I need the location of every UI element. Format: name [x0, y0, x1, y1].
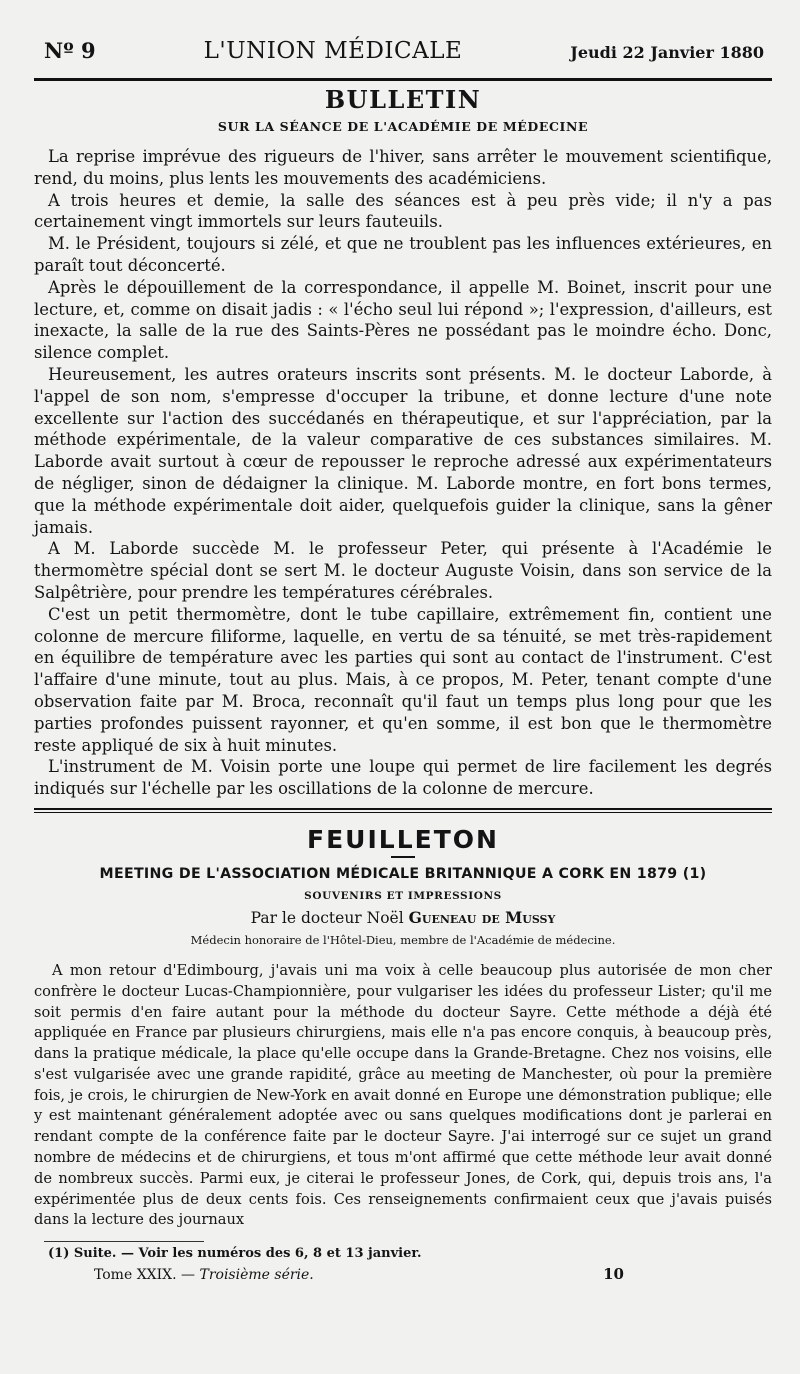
bulletin-subtitle: SUR LA SÉANCE DE L'ACADÉMIE DE MÉDECINE — [217, 119, 589, 134]
author-name: Gueneau de Mussy — [408, 907, 556, 927]
bulletin-paragraph: A trois heures et demie, la salle des séances est à peu près vide; il n'y a pas certainement vingt immortels sur leurs fauteuils. — [34, 190, 772, 232]
masthead-rule — [34, 78, 772, 81]
tome-info — [94, 1267, 314, 1283]
page-number: 10 — [603, 1265, 624, 1284]
bulletin-paragraph: L'instrument de M. Voisin porte une loupe qui permet de lire facilement les degrés indiqués sur l'échelle par les oscillations de la colonne de mercure. — [34, 757, 772, 799]
title-underline — [391, 856, 415, 858]
author-affiliation: Médecin honoraire de l'Hôtel-Dieu, membre de l'Académie de médecine. — [190, 932, 616, 947]
meeting-title: MEETING DE L'ASSOCIATION MÉDICALE BRITANNIQUE A CORK EN 1879 (1) — [99, 865, 707, 882]
serie-label: Troisième série. — [199, 1267, 314, 1284]
journal-title: L'UNION MÉDICALE — [203, 38, 463, 64]
footnote: (1) Suite. — Voir les numéros des 6, 8 et 13 janvier. — [48, 1246, 422, 1262]
byline-prefix: Par le docteur Noël — [250, 908, 409, 927]
bulletin-title: BULLETIN — [324, 85, 482, 114]
bulletin-paragraph: Heureusement, les autres orateurs inscrits sont présents. M. le docteur Laborde, à l'appel de son nom, s'empresse d'occuper la tribune, et donne lecture d'une note excellente sur l'action des succédanés en thérapeutique, et sur l'appréciation, par la méthode expérimentale, de la valeur comparative de ces substances similaires. M. Laborde avait surtout à cœur de repousser le reproche adressé aux expérimentateurs de négliger, sinon de dédaigner la clinique. M. Laborde montre, en fort bons termes, que la méthode expérimentale doit aider, quelquefois guider la clinique, sans la gêner jamais. — [34, 364, 772, 537]
issue-number: Nº 9 — [44, 38, 96, 63]
bulletin-section — [34, 85, 772, 800]
feuilleton-paragraph: A mon retour d'Edimbourg, j'avais uni ma voix à celle beaucoup plus autorisée de mon cher confrère le docteur Lucas-Championnière, pour vulgariser les idées du professeur Lister; qu'il me soit permis d'en faire autant pour la méthode du docteur Sayre. Cette méthode a déjà été appliquée en France par plusieurs chirurgiens, mais elle n'a pas encore conquis, à beaucoup près, dans la pratique médicale, la place qu'elle occupe dans la Grande-Bretagne. Chez nos voisins, elle s'est vulgarisée avec une grande rapidité, grâce au meeting de Manchester, où pour la première fois, je crois, le chirurgien de New-York en avait donné en Europe une démonstration publique; elle y est maintenant généralement adoptée avec ou sans quelques modifications dont je parlerai en rendant compte de la conférence faite par le docteur Sayre. J'ai interrogé sur ce sujet un grand nombre de médecins et de chirurgiens, et tous m'ont affirmé que cette méthode leur avait donné de nombreux succès. Parmi eux, je citerai le professeur Jones, de Cork, qui, depuis trois ans, l'a expérimentée plus de deux cents fois. Ces renseignements confirmaient ceux que j'avais puisés dans la lecture des journaux — [34, 961, 772, 1229]
bulletin-paragraph: La reprise imprévue des rigueurs de l'hiver, sans arrêter le mouvement scientifique, rend, du moins, plus lents les mouvements des académiciens. — [34, 147, 772, 188]
page-footer — [94, 1265, 624, 1283]
footnote-rule — [44, 1241, 204, 1242]
masthead — [34, 38, 772, 78]
feuilleton-section — [34, 825, 772, 1261]
bulletin-paragraph: A M. Laborde succède M. le professeur Peter, qui présente à l'Académie le thermomètre spécial dont se sert M. le docteur Auguste Voisin, dans son service de la Salpêtrière, pour prendre les températures cérébrales. — [34, 539, 772, 602]
bulletin-paragraph: M. le Président, toujours si zélé, et que ne troublent pas les influences extérieures, en paraît tout déconcerté. — [34, 234, 772, 275]
bulletin-paragraph: C'est un petit thermomètre, dont le tube capillaire, extrêmement fin, contient une colonne de mercure filiforme, laquelle, en vertu de sa ténuité, se met très-rapidement en équilibre de température avec les parties qui sont au contact de l'instrument. C'est l'affaire d'une minute, tout au plus. Mais, à ce propos, M. Peter, tenant compte d'une observation faite par M. Broca, reconnaît qu'il faut un temps plus long pour que les parties profondes puissent rayonner, et qu'en somme, il est bon que le thermomètre reste appliqué de six à huit minutes. — [34, 604, 772, 755]
byline — [34, 908, 772, 927]
tome-label: Tome XXIX. — — [94, 1267, 196, 1284]
issue-date: Jeudi 22 Janvier 1880 — [570, 43, 764, 62]
feuilleton-separator — [34, 808, 772, 813]
feuilleton-title: FEUILLETON — [307, 824, 499, 854]
souvenirs-subtitle: SOUVENIRS ET IMPRESSIONS — [304, 889, 502, 902]
bulletin-paragraph: Après le dépouillement de la correspondance, il appelle M. Boinet, inscrit pour une lecture, et, comme on disait jadis : « l'écho seul lui répond »; l'expression, d'ailleurs, est inexacte, la salle de la rue des Saints-Pères ne possédant pas le moindre écho. Donc, silence complet. — [34, 277, 772, 363]
